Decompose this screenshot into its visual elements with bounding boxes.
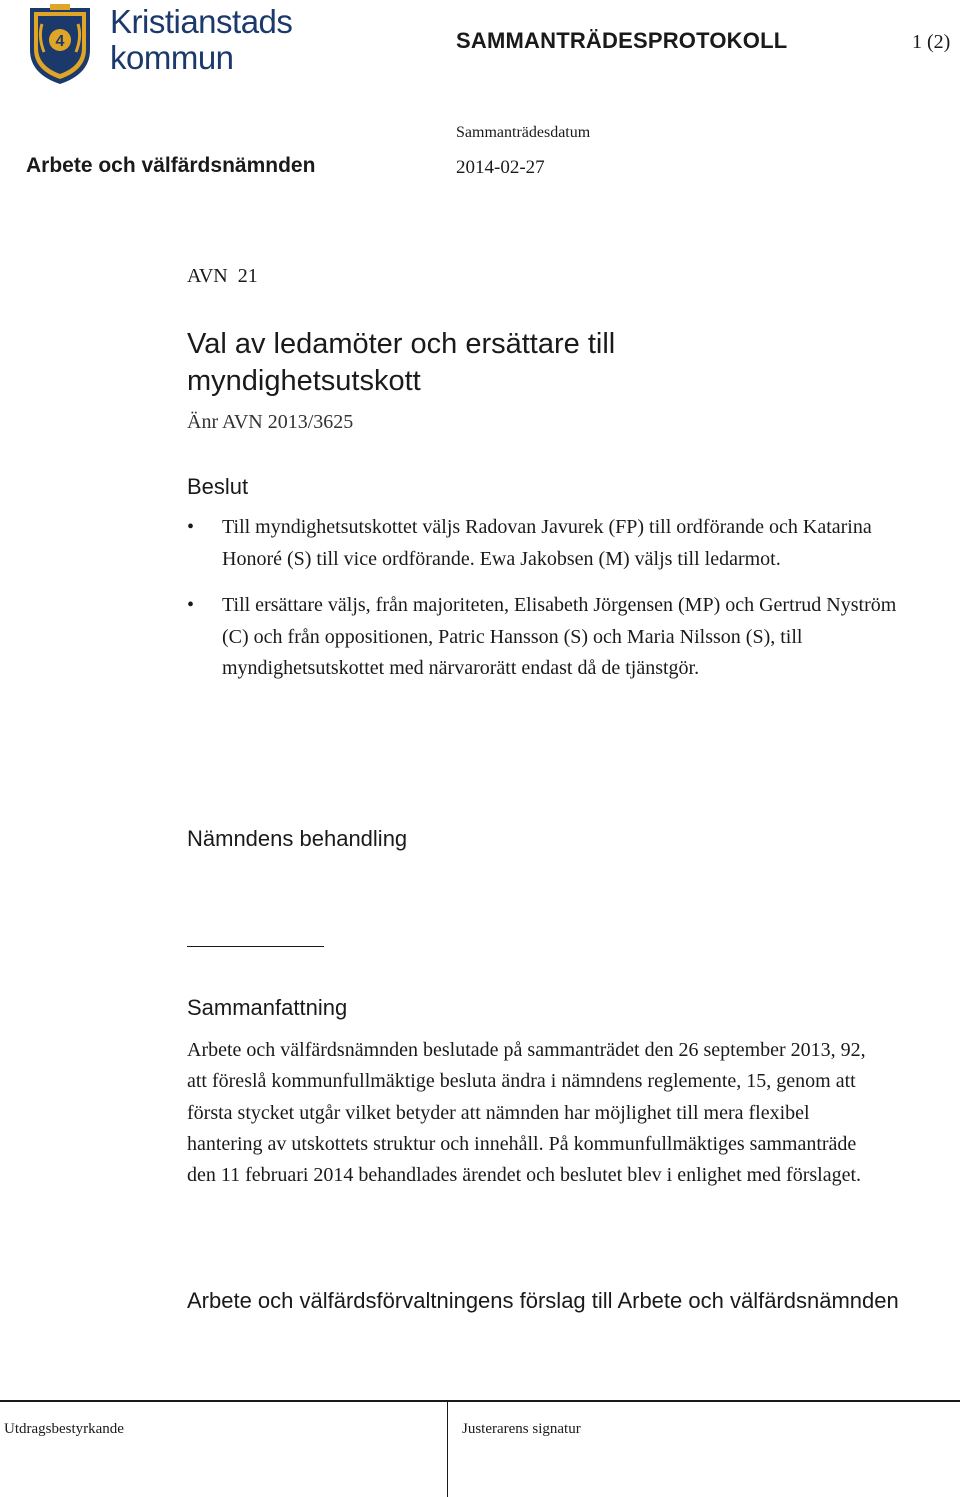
case-number: Änr AVN 2013/3625: [187, 411, 354, 433]
svg-text:4: 4: [55, 33, 65, 50]
certification-label: Utdragsbestyrkande: [4, 1421, 124, 1437]
meeting-date-label: Sammanträdesdatum: [456, 124, 591, 141]
list-item: • Till myndighetsutskottet väljs Radovan Javurek (FP) till ordförande och Katarina Honoré (S) till vice ordförande. Ewa Jakobsen (M) väljs till ledarmot.: [187, 512, 897, 575]
beslut-heading: Beslut: [187, 474, 249, 499]
footer-divider: [0, 1400, 960, 1402]
kristianstad-logo: [20, 2, 300, 88]
summary-text: Arbete och välfärdsnämnden beslutade på sammanträdet den 26 september 2013, 92, att föreslå kommunfullmäktige besluta ändra i nämndens reglemente, 15, genom att första stycket utgår vilket betyder att nämnden har möjlighet till mera flexibel hantering av utskottets struktur och innehåll. På kommunfullmäktiges sammanträde den 11 februari 2014 behandlades ärendet och beslutet blev i enlighet med förslaget.: [187, 1039, 866, 1187]
separator-line: [187, 946, 324, 947]
logo-wordmark: [110, 4, 310, 76]
page-number: 1 (2): [912, 31, 951, 53]
logo-line-2: kommun: [110, 39, 234, 76]
coat-of-arms-icon: [20, 2, 100, 86]
paragraph-number: AVN 21: [187, 265, 258, 287]
forslag-heading: Arbete och välfärdsförvaltningens förslag till Arbete och välfärdsnämnden: [187, 1288, 899, 1313]
committee-name: Arbete och välfärdsnämnden: [26, 154, 316, 177]
meeting-date: 2014-02-27: [456, 157, 545, 178]
list-item: • Till ersättare väljs, från majoriteten, Elisabeth Jörgensen (MP) och Gertrud Nyström (C) och från oppositionen, Patric Hansson (S) och Maria Nilsson (S), till myndighetsutskottet med närvarorätt endast då de tjänstgör.: [187, 590, 897, 685]
beslut-list: [187, 512, 897, 700]
behandling-heading: Nämndens behandling: [187, 826, 408, 851]
document-title: SAMMANTRÄDESPROTOKOLL: [456, 28, 788, 53]
logo-line-1: Kristianstads: [110, 3, 293, 40]
signature-label: Justerarens signatur: [462, 1421, 581, 1437]
footer-column-divider: [447, 1400, 448, 1497]
sammanfattning-heading: Sammanfattning: [187, 995, 348, 1020]
section-title: Val av ledamöter och ersättare till myndighetsutskott: [187, 328, 616, 397]
